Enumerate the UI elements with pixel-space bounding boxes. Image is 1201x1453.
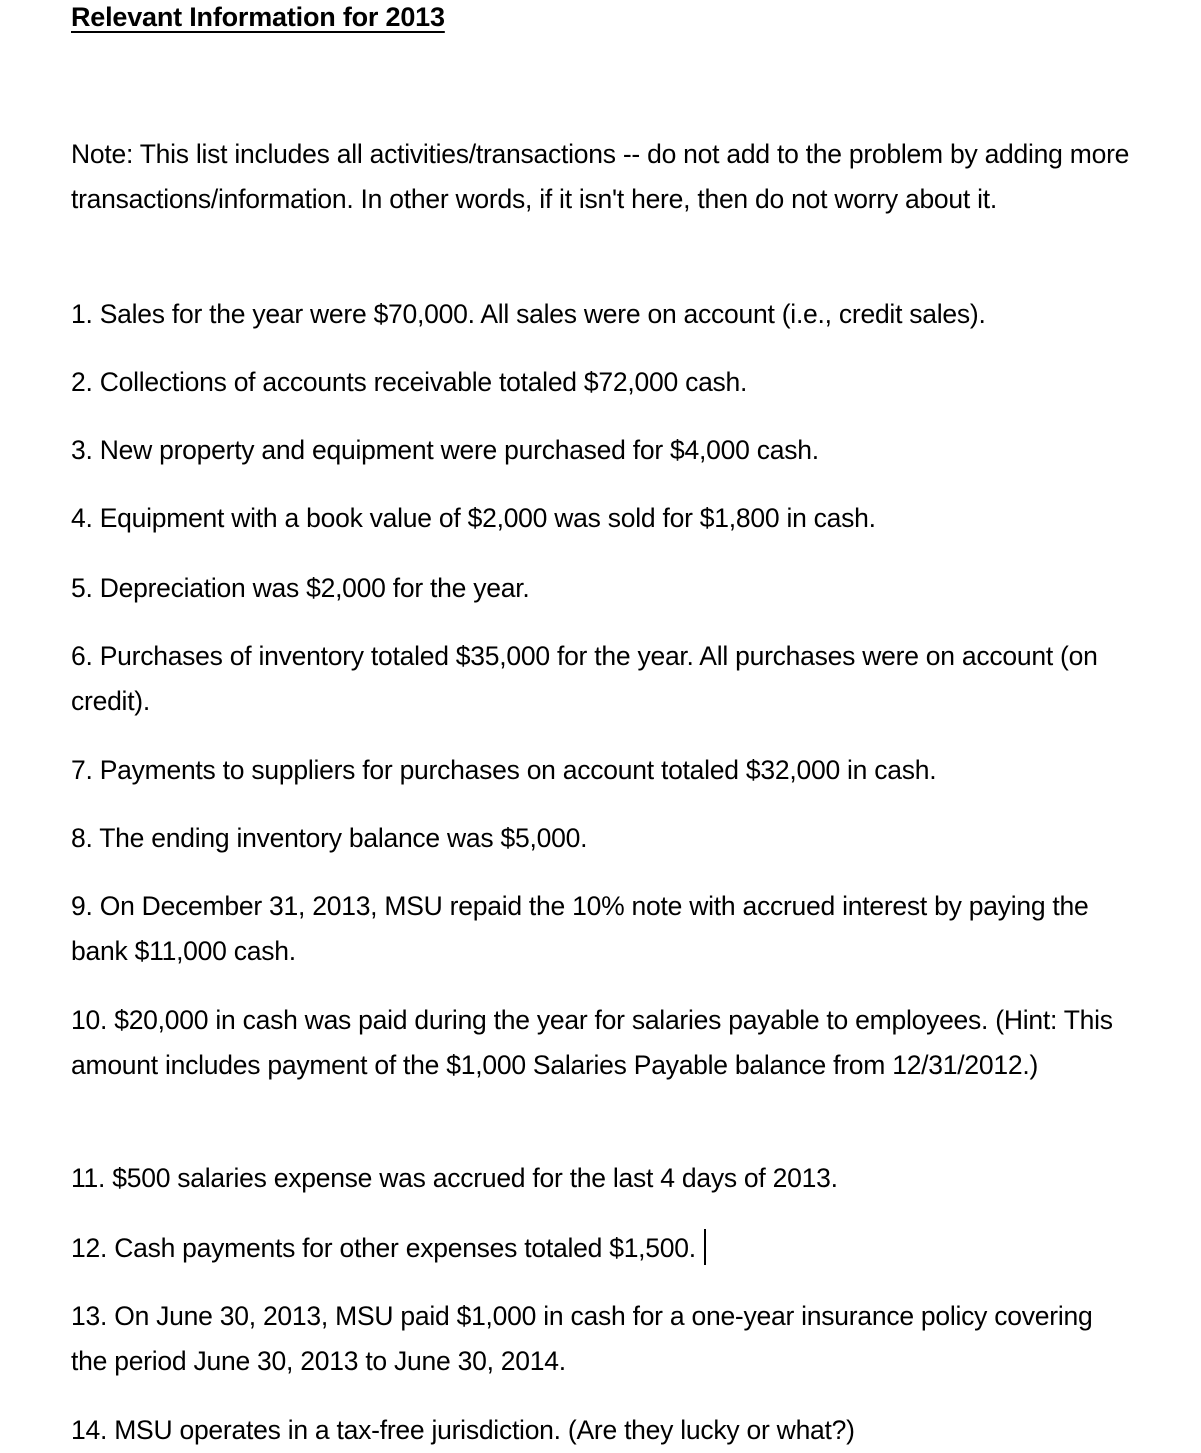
list-item-11: 11. $500 salaries expense was accrued for the last 4 days of 2013. <box>71 1163 838 1193</box>
list-item-7: 7. Payments to suppliers for purchases on account totaled $32,000 in cash. <box>71 755 937 785</box>
list-item-1: 1. Sales for the year were $70,000. All sales were on account (i.e., credit sales). <box>71 299 986 329</box>
list-item-2: 2. Collections of accounts receivable totaled $72,000 cash. <box>71 367 748 397</box>
list-item-4: 4. Equipment with a book value of $2,000 was sold for $1,800 in cash. <box>71 503 876 533</box>
list-item-8: 8. The ending inventory balance was $5,000. <box>71 823 588 853</box>
list-item-12-text: 12. Cash payments for other expenses totaled $1,500. <box>71 1233 696 1263</box>
list-item-6: 6. Purchases of inventory totaled $35,000 for the year. All purchases were on account (on credit). <box>71 641 1098 716</box>
text-cursor <box>704 1229 706 1265</box>
list-item-14: 14. MSU operates in a tax-free jurisdiction. (Are they lucky or what?) <box>71 1415 855 1445</box>
document-title: Relevant Information for 2013 <box>71 2 445 32</box>
note-paragraph: Note: This list includes all activities/transactions -- do not add to the problem by adding more transactions/information. In other words, if it isn't here, then do not worry about it. <box>71 139 1130 214</box>
list-item-10: 10. $20,000 in cash was paid during the year for salaries payable to employees. (Hint: This amount includes payment of the $1,000 Salaries Payable balance from 12/31/2012.) <box>71 1005 1113 1080</box>
list-item-12 <box>71 1226 1161 1271</box>
list-item-13: 13. On June 30, 2013, MSU paid $1,000 in cash for a one-year insurance policy covering the period June 30, 2013 to June 30, 2014. <box>71 1301 1093 1376</box>
list-item-9: 9. On December 31, 2013, MSU repaid the 10% note with accrued interest by paying the bank $11,000 cash. <box>71 891 1089 966</box>
list-item-3: 3. New property and equipment were purchased for $4,000 cash. <box>71 435 819 465</box>
list-item-5: 5. Depreciation was $2,000 for the year. <box>71 573 530 603</box>
